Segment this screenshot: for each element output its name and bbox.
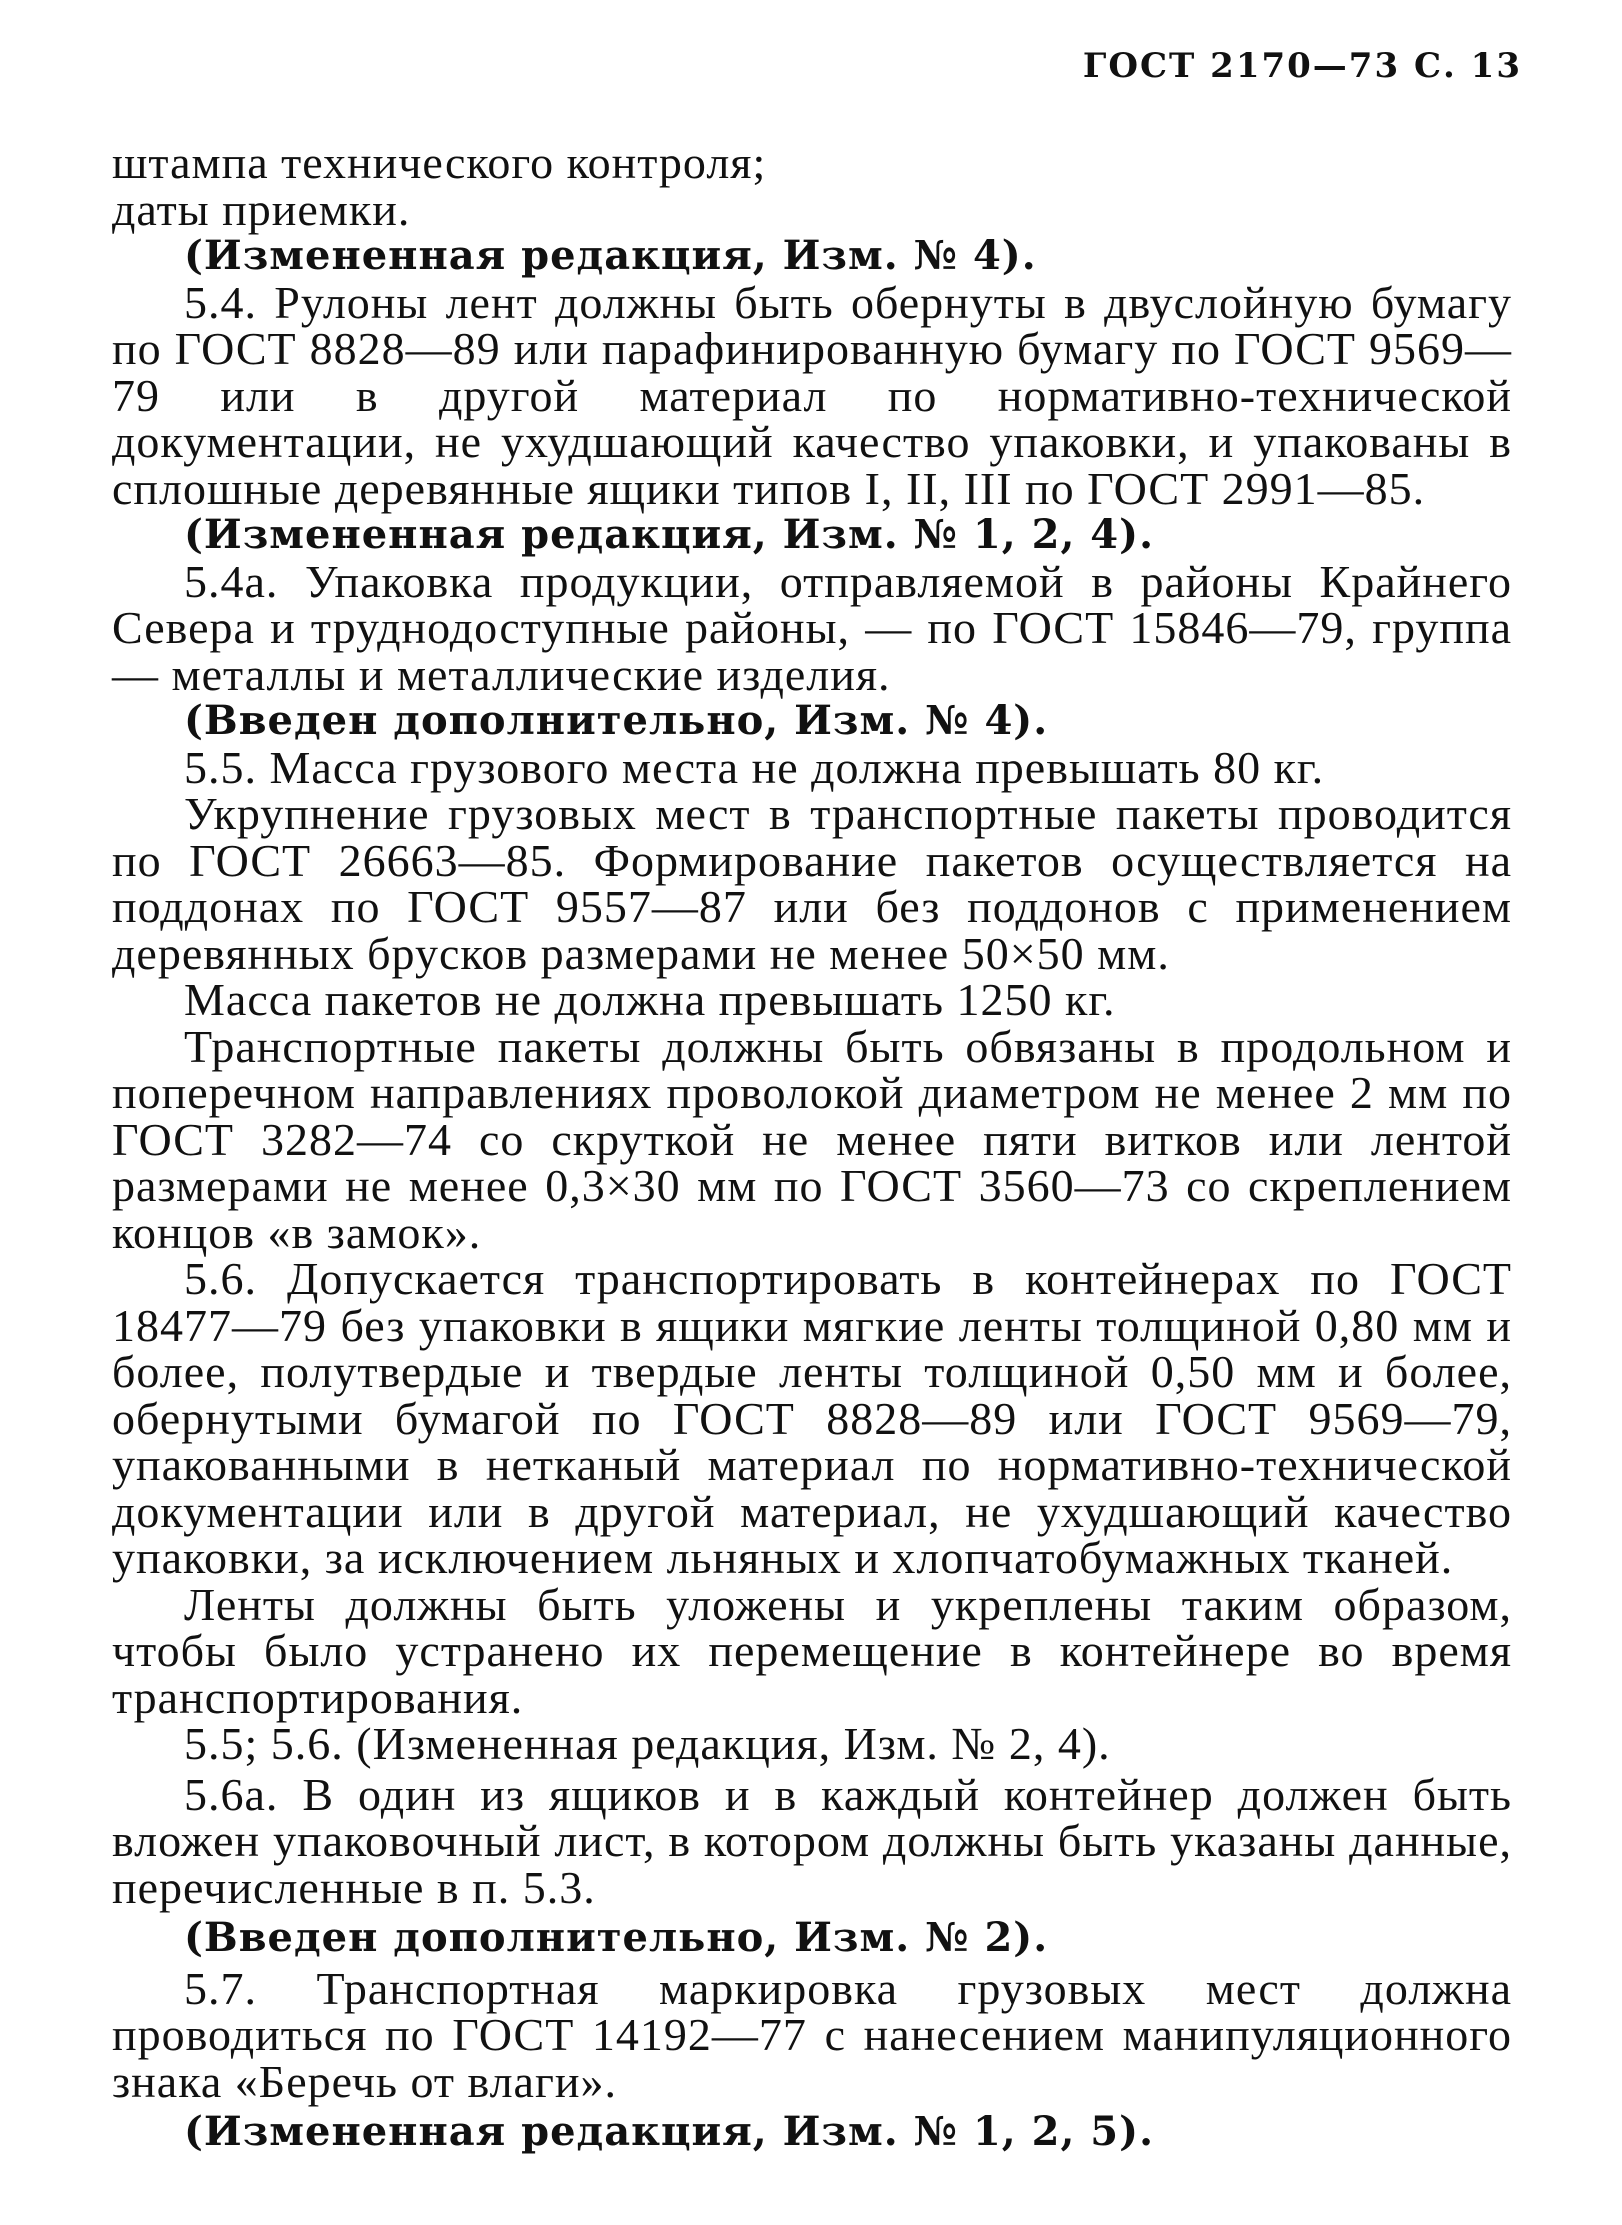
clause-5-5: 5.5. Масса грузового места не должна превышать 80 кг.	[184, 741, 1325, 793]
paragraph-package-consolidation: Укрупнение грузовых мест в транспортные пакеты проводится по ГОСТ 26663—85. Формирование пакетов осуществляется на поддонах по ГОСТ 9557—87 или без поддонов с применением деревянных брусков размерами не менее 50×50 мм.	[112, 788, 1512, 979]
paragraph-container-securing: Ленты должны быть уложены и укреплены таким образом, чтобы было устранено их перемещение в контейнере во время транспортирования.	[112, 1578, 1512, 1723]
amendment-note: (Измененная редакция, Изм. № 4).	[184, 232, 1037, 279]
clause-5-4a: 5.4а. Упаковка продукции, отправляемой в районы Крайнего Севера и труднодоступные районы, — по ГОСТ 15846—79, группа — металлы и металлические изделия.	[112, 555, 1512, 700]
clause-5-7: 5.7. Транспортная маркировка грузовых мест должна проводиться по ГОСТ 14192—77 с нанесением манипуляционного знака «Беречь от влаги».	[112, 1962, 1512, 2107]
amendment-note: (Измененная редакция, Изм. № 1, 2, 4).	[184, 511, 1154, 558]
amendment-note: (Измененная редакция, Изм. № 1, 2, 5).	[184, 2108, 1154, 2155]
document-body	[112, 137, 1512, 2156]
paragraph-package-mass: Масса пакетов не должна превышать 1250 кг.	[184, 974, 1116, 1025]
amendment-note: (Введен дополнительно, Изм. № 2).	[184, 1914, 1049, 1961]
amendment-note-5-5-5-6: 5.5; 5.6. (Измененная редакция, Изм. № 2, 4).	[184, 1718, 1111, 1769]
clause-5-6: 5.6. Допускается транспортировать в контейнерах по ГОСТ 18477—79 без упаковки в ящики мягкие ленты толщиной 0,80 мм и более, полутвердые и твердые ленты толщиной 0,50 мм и более, обернутыми бумагой по ГОСТ 8828—89 или ГОСТ 9569—79, упакованными в нетканый материал по нормативно-технической документации или в другой материал, не ухудшающий качество упаковки, за исключением льняных и хлопчатобумажных тканей.	[112, 1253, 1512, 1583]
paragraph-acceptance-date: даты приемки.	[112, 183, 411, 235]
amendment-note: (Введен дополнительно, Изм. № 4).	[184, 697, 1049, 744]
paragraph-package-strapping: Транспортные пакеты должны быть обвязаны в продольном и поперечном направлениях проволокой диаметром не менее 2 мм по ГОСТ 3282—74 со скруткой не менее пяти витков или лентой размерами не менее 0,3×30 мм по ГОСТ 3560—73 со скреплением концов «в замок».	[112, 1020, 1512, 1258]
page-header: ГОСТ 2170—73 С. 13	[1082, 46, 1522, 86]
clause-5-4: 5.4. Рулоны лент должны быть обернуты в двуслойную бумагу по ГОСТ 8828—89 или парафинированную бумагу по ГОСТ 9569—79 или в другой материал по нормативно-технической документации, не ухудшающий качество упаковки, и упакованы в сплошные деревянные ящики типов I, II, III по ГОСТ 2991—85.	[112, 276, 1512, 514]
paragraph-stamp-continuation: штампа технического контроля;	[112, 137, 767, 188]
clause-5-6a: 5.6а. В один из ящиков и в каждый контейнер должен быть вложен упаковочный лист, в котором должны быть указаны данные, перечисленные в п. 5.3.	[112, 1768, 1512, 1913]
